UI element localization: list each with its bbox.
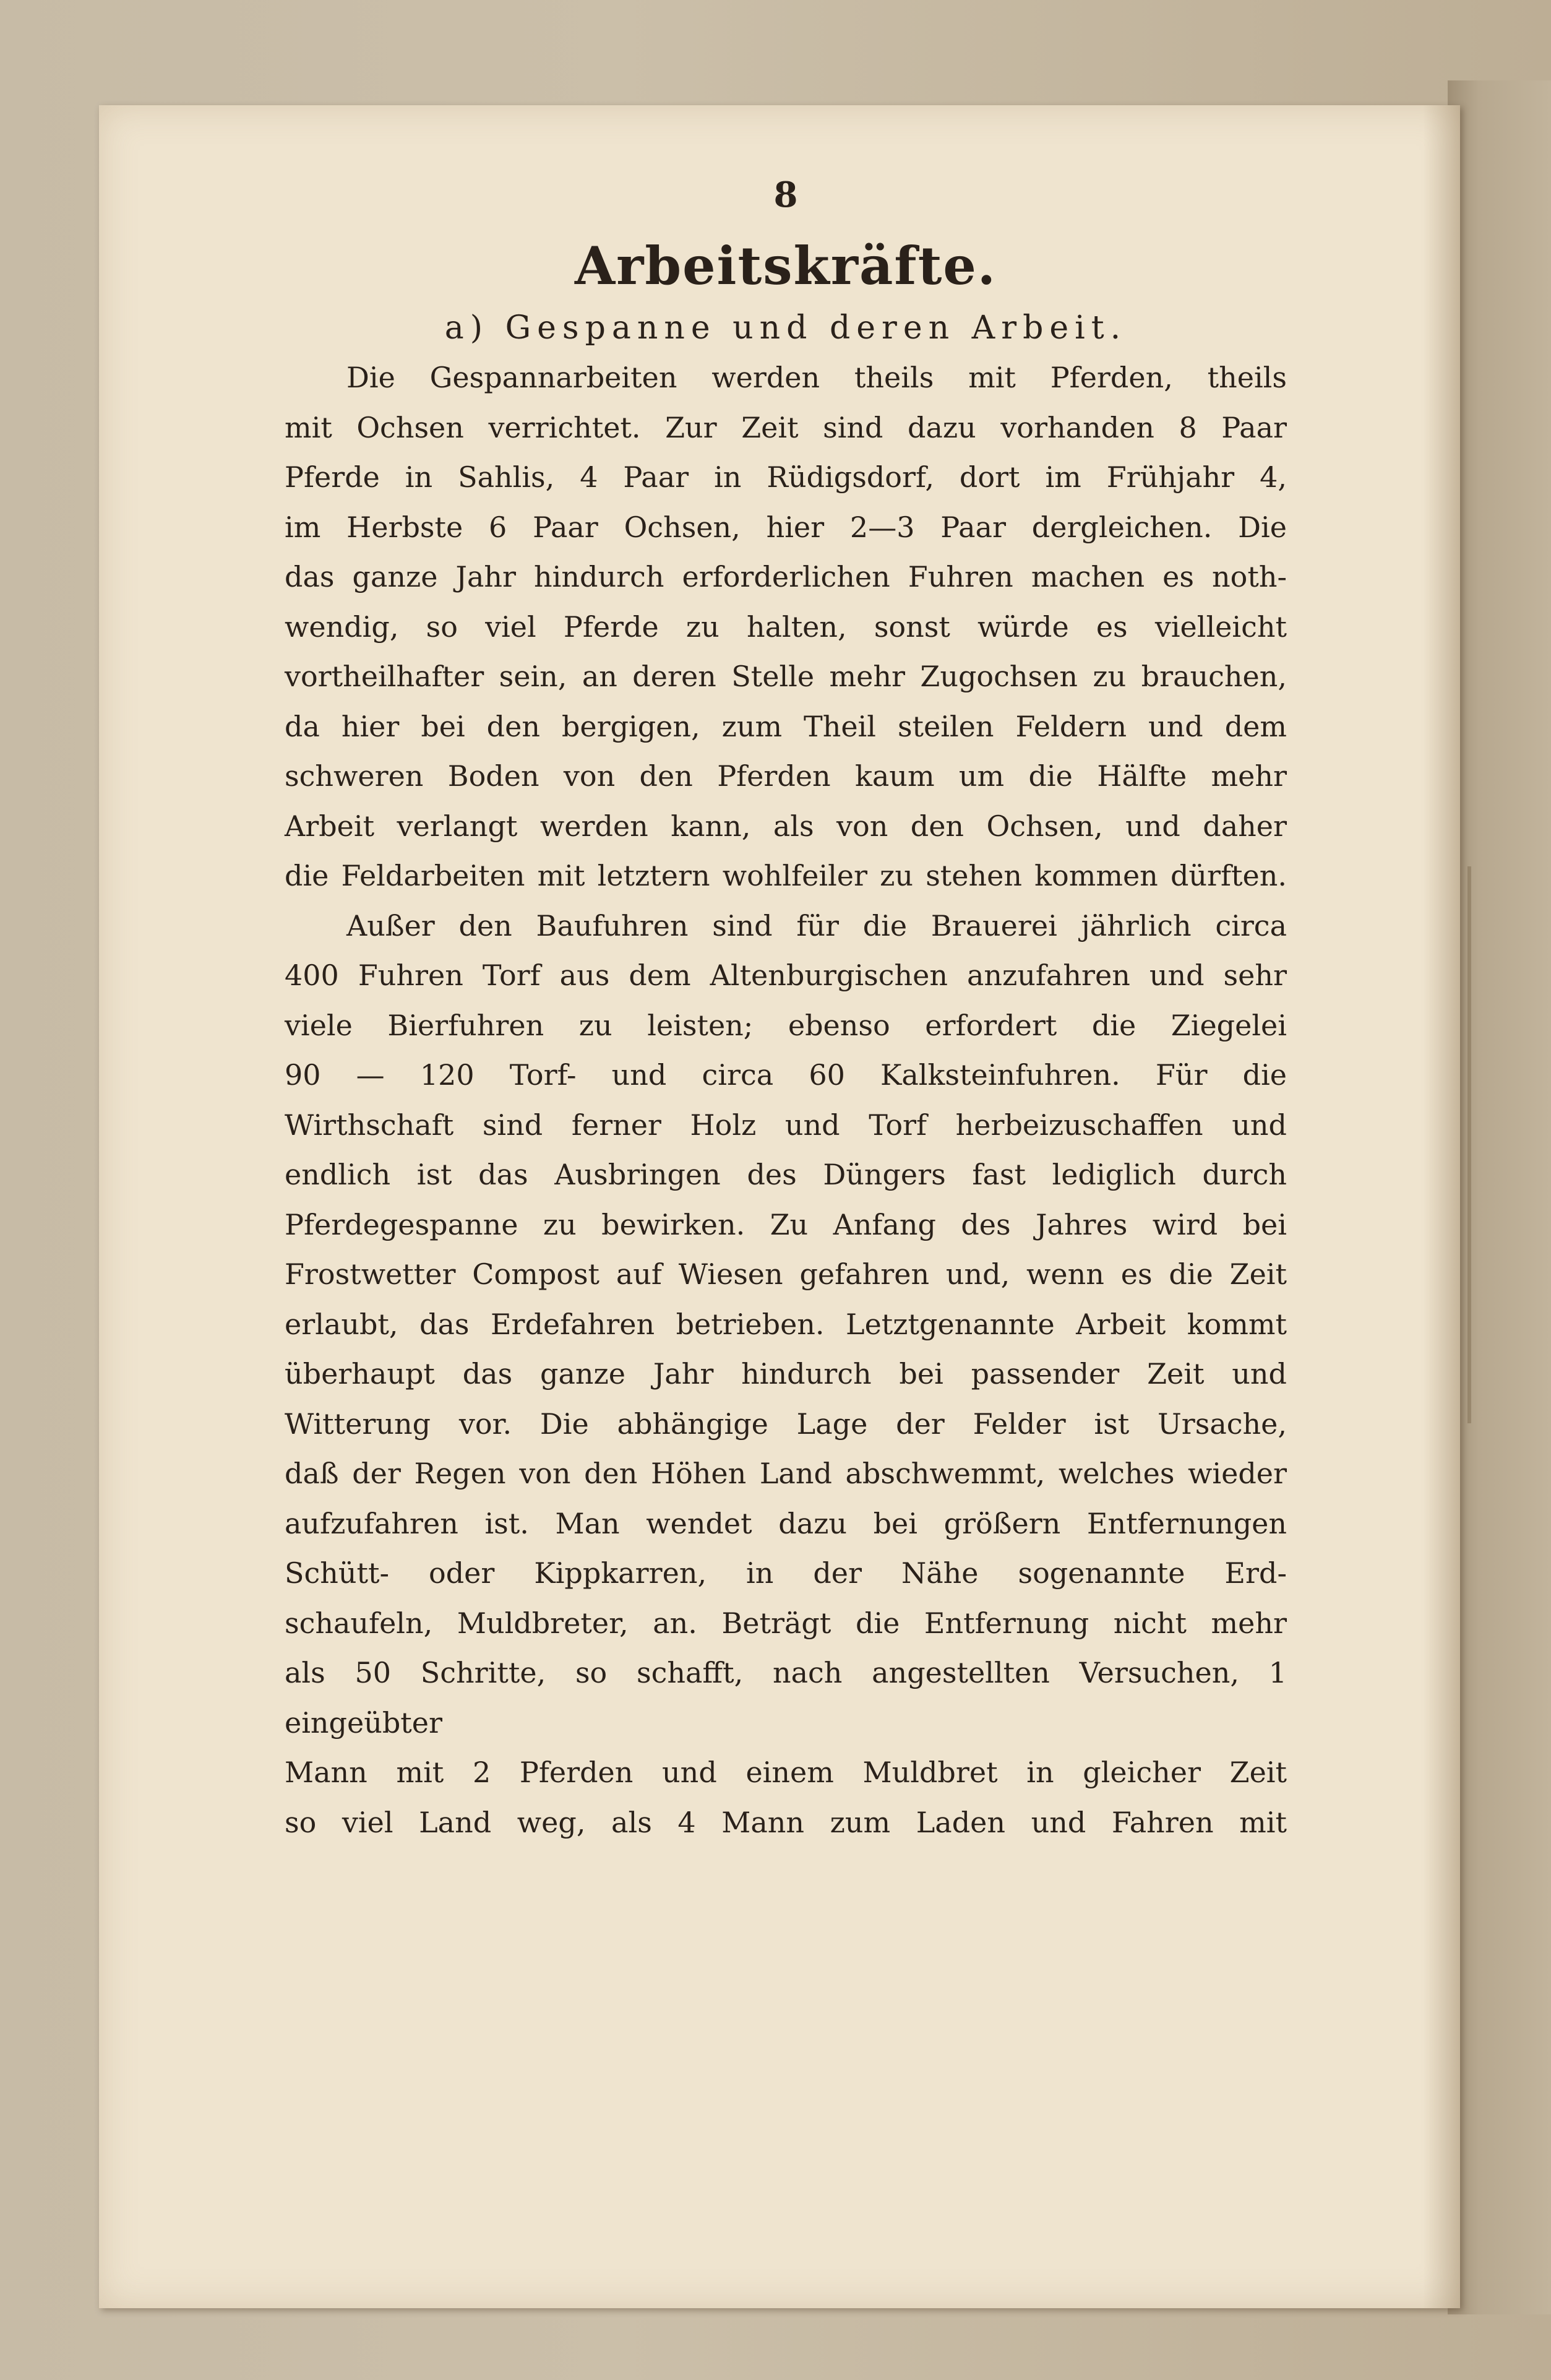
text-line: erlaubt, das Erdefahren betrieben. Letztgenannte Arbeit kommt: [285, 1307, 1287, 1341]
page-edge-mark: [1467, 866, 1471, 1423]
text-line: endlich ist das Ausbringen des Düngers fast lediglich durch: [285, 1158, 1287, 1191]
chapter-heading: Arbeitskräfte.: [574, 235, 997, 296]
text-line: schaufeln, Muldbreter, an. Beträgt die Entfernung nicht mehr: [285, 1606, 1287, 1640]
text-line: Wirthschaft sind ferner Holz und Torf herbeizuschaffen und: [285, 1108, 1287, 1142]
section-subheading: a) Gespanne und deren Arbeit.: [444, 309, 1127, 347]
text-line: Arbeit verlangt werden kann, als von den Ochsen, und daher: [285, 809, 1287, 843]
text-line: schweren Boden von den Pferden kaum um die Hälfte mehr: [285, 759, 1287, 793]
next-page-edge: [1448, 80, 1551, 2314]
paragraph-1: [285, 353, 1287, 901]
text-line: aufzufahren ist. Man wendet dazu bei größern Entfernungen: [285, 1506, 1287, 1540]
text-line: das ganze Jahr hindurch erforderlichen Fuhren machen es noth-: [285, 560, 1287, 593]
text-line: die Feldarbeiten mit letztern wohlfeiler zu stehen kommen dürften.: [285, 859, 1287, 892]
text-line: im Herbste 6 Paar Ochsen, hier 2—3 Paar dergleichen. Die: [285, 510, 1287, 544]
text-line: Pferde in Sahlis, 4 Paar in Rüdigsdorf, dort im Frühjahr 4,: [285, 460, 1287, 494]
text-line: viele Bierfuhren zu leisten; ebenso erfordert die Ziegelei: [285, 1008, 1287, 1042]
text-line: wendig, so viel Pferde zu halten, sonst würde es vielleicht: [285, 610, 1287, 644]
text-line: als 50 Schritte, so schafft, nach angestellten Versuchen, 1 eingeübter: [285, 1656, 1287, 1740]
text-line: Außer den Baufuhren sind für die Brauerei jährlich circa: [346, 908, 1287, 942]
text-line: so viel Land weg, als 4 Mann zum Laden und Fahren mit: [285, 1805, 1287, 1839]
text-line: vortheilhafter sein, an deren Stelle mehr Zugochsen zu brauchen,: [285, 660, 1287, 693]
text-line: 400 Fuhren Torf aus dem Altenburgischen anzufahren und sehr: [285, 959, 1287, 992]
text-line: Frostwetter Compost auf Wiesen gefahren und, wenn es die Zeit: [285, 1257, 1287, 1291]
text-line: Witterung vor. Die abhängige Lage der Felder ist Ursache,: [285, 1407, 1287, 1441]
text-line: Pferdegespanne zu bewirken. Zu Anfang des Jahres wird bei: [285, 1207, 1287, 1241]
page-content: [285, 167, 1287, 1847]
text-line: da hier bei den bergigen, zum Theil steilen Feldern und dem: [285, 709, 1287, 743]
text-line: Schütt- oder Kippkarren, in der Nähe sogenannte Erd-: [285, 1556, 1287, 1590]
text-line: daß der Regen von den Höhen Land abschwemmt, welches wieder: [285, 1457, 1287, 1490]
page-number: 8: [773, 175, 798, 215]
text-line: Die Gespannarbeiten werden theils mit Pferden, theils: [346, 361, 1287, 394]
text-line: mit Ochsen verrichtet. Zur Zeit sind dazu vorhanden 8 Paar: [285, 410, 1287, 444]
paragraph-2: [285, 901, 1287, 1848]
text-line: 90 — 120 Torf- und circa 60 Kalksteinfuhren. Für die: [285, 1058, 1287, 1092]
text-line: überhaupt das ganze Jahr hindurch bei passender Zeit und: [285, 1357, 1287, 1390]
text-line: Mann mit 2 Pferden und einem Muldbret in gleicher Zeit: [285, 1756, 1287, 1789]
